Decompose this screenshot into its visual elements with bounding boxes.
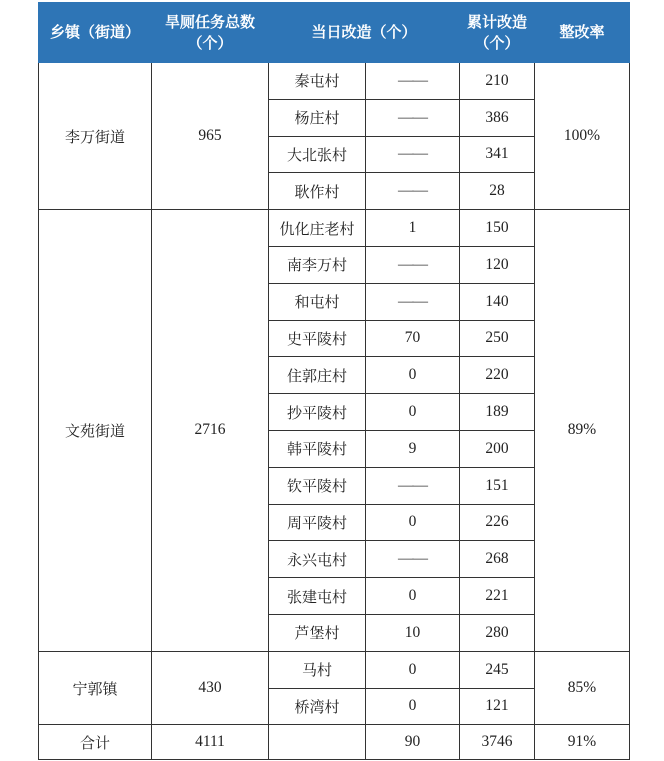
cumulative-cell: 386	[460, 99, 535, 136]
village-cell: 杨庄村	[269, 99, 366, 136]
daily-cell: 0	[366, 688, 460, 725]
daily-cell: 9	[366, 430, 460, 467]
rate-cell: 100%	[535, 63, 630, 210]
total-task-total: 4111	[152, 725, 269, 760]
village-cell: 抄平陵村	[269, 394, 366, 431]
daily-cell: ——	[366, 541, 460, 578]
table-row	[39, 63, 630, 100]
village-cell: 永兴屯村	[269, 541, 366, 578]
table-row	[39, 210, 630, 247]
task-total-cell: 430	[152, 651, 269, 725]
daily-cell: 0	[366, 394, 460, 431]
village-cell: 史平陵村	[269, 320, 366, 357]
village-cell: 仇化庄老村	[269, 210, 366, 247]
total-village	[269, 725, 366, 760]
cumulative-cell: 140	[460, 283, 535, 320]
daily-cell: ——	[366, 246, 460, 283]
village-cell: 住郭庄村	[269, 357, 366, 394]
daily-cell: ——	[366, 283, 460, 320]
town-cell: 文苑街道	[39, 210, 152, 652]
daily-cell: ——	[366, 99, 460, 136]
daily-cell: 0	[366, 504, 460, 541]
header-daily: 当日改造（个）	[269, 3, 460, 63]
table-row	[39, 651, 630, 688]
village-cell: 芦堡村	[269, 614, 366, 651]
cumulative-cell: 121	[460, 688, 535, 725]
village-cell: 耿作村	[269, 173, 366, 210]
cumulative-cell: 226	[460, 504, 535, 541]
daily-cell: 0	[366, 578, 460, 615]
rate-cell: 89%	[535, 210, 630, 652]
cumulative-cell: 341	[460, 136, 535, 173]
village-cell: 马村	[269, 651, 366, 688]
village-cell: 周平陵村	[269, 504, 366, 541]
village-cell: 钦平陵村	[269, 467, 366, 504]
cumulative-cell: 189	[460, 394, 535, 431]
village-cell: 南李万村	[269, 246, 366, 283]
cumulative-cell: 200	[460, 430, 535, 467]
total-rate: 91%	[535, 725, 630, 760]
daily-cell: ——	[366, 136, 460, 173]
total-label: 合计	[39, 725, 152, 760]
daily-cell: 1	[366, 210, 460, 247]
total-row	[39, 725, 630, 760]
cumulative-cell: 120	[460, 246, 535, 283]
town-cell: 宁郭镇	[39, 651, 152, 725]
daily-cell: 0	[366, 651, 460, 688]
cumulative-cell: 150	[460, 210, 535, 247]
header-task-total: 旱厕任务总数（个）	[152, 3, 269, 63]
cumulative-cell: 151	[460, 467, 535, 504]
daily-cell: ——	[366, 63, 460, 100]
task-total-cell: 965	[152, 63, 269, 210]
village-cell: 和屯村	[269, 283, 366, 320]
cumulative-cell: 250	[460, 320, 535, 357]
rate-cell: 85%	[535, 651, 630, 725]
header-row	[39, 3, 630, 63]
task-total-cell: 2716	[152, 210, 269, 652]
cumulative-cell: 28	[460, 173, 535, 210]
header-cumulative: 累计改造（个）	[460, 3, 535, 63]
town-cell: 李万街道	[39, 63, 152, 210]
header-town: 乡镇（街道）	[39, 3, 152, 63]
header-rate: 整改率	[535, 3, 630, 63]
cumulative-cell: 280	[460, 614, 535, 651]
village-cell: 张建屯村	[269, 578, 366, 615]
cumulative-cell: 245	[460, 651, 535, 688]
daily-cell: 70	[366, 320, 460, 357]
daily-cell: 0	[366, 357, 460, 394]
cumulative-cell: 210	[460, 63, 535, 100]
total-cumulative: 3746	[460, 725, 535, 760]
rectification-table	[38, 2, 630, 760]
cumulative-cell: 221	[460, 578, 535, 615]
daily-cell: ——	[366, 467, 460, 504]
daily-cell: ——	[366, 173, 460, 210]
cumulative-cell: 268	[460, 541, 535, 578]
village-cell: 大北张村	[269, 136, 366, 173]
daily-cell: 10	[366, 614, 460, 651]
table-body	[39, 63, 630, 760]
village-cell: 秦屯村	[269, 63, 366, 100]
cumulative-cell: 220	[460, 357, 535, 394]
total-daily: 90	[366, 725, 460, 760]
village-cell: 韩平陵村	[269, 430, 366, 467]
village-cell: 桥湾村	[269, 688, 366, 725]
